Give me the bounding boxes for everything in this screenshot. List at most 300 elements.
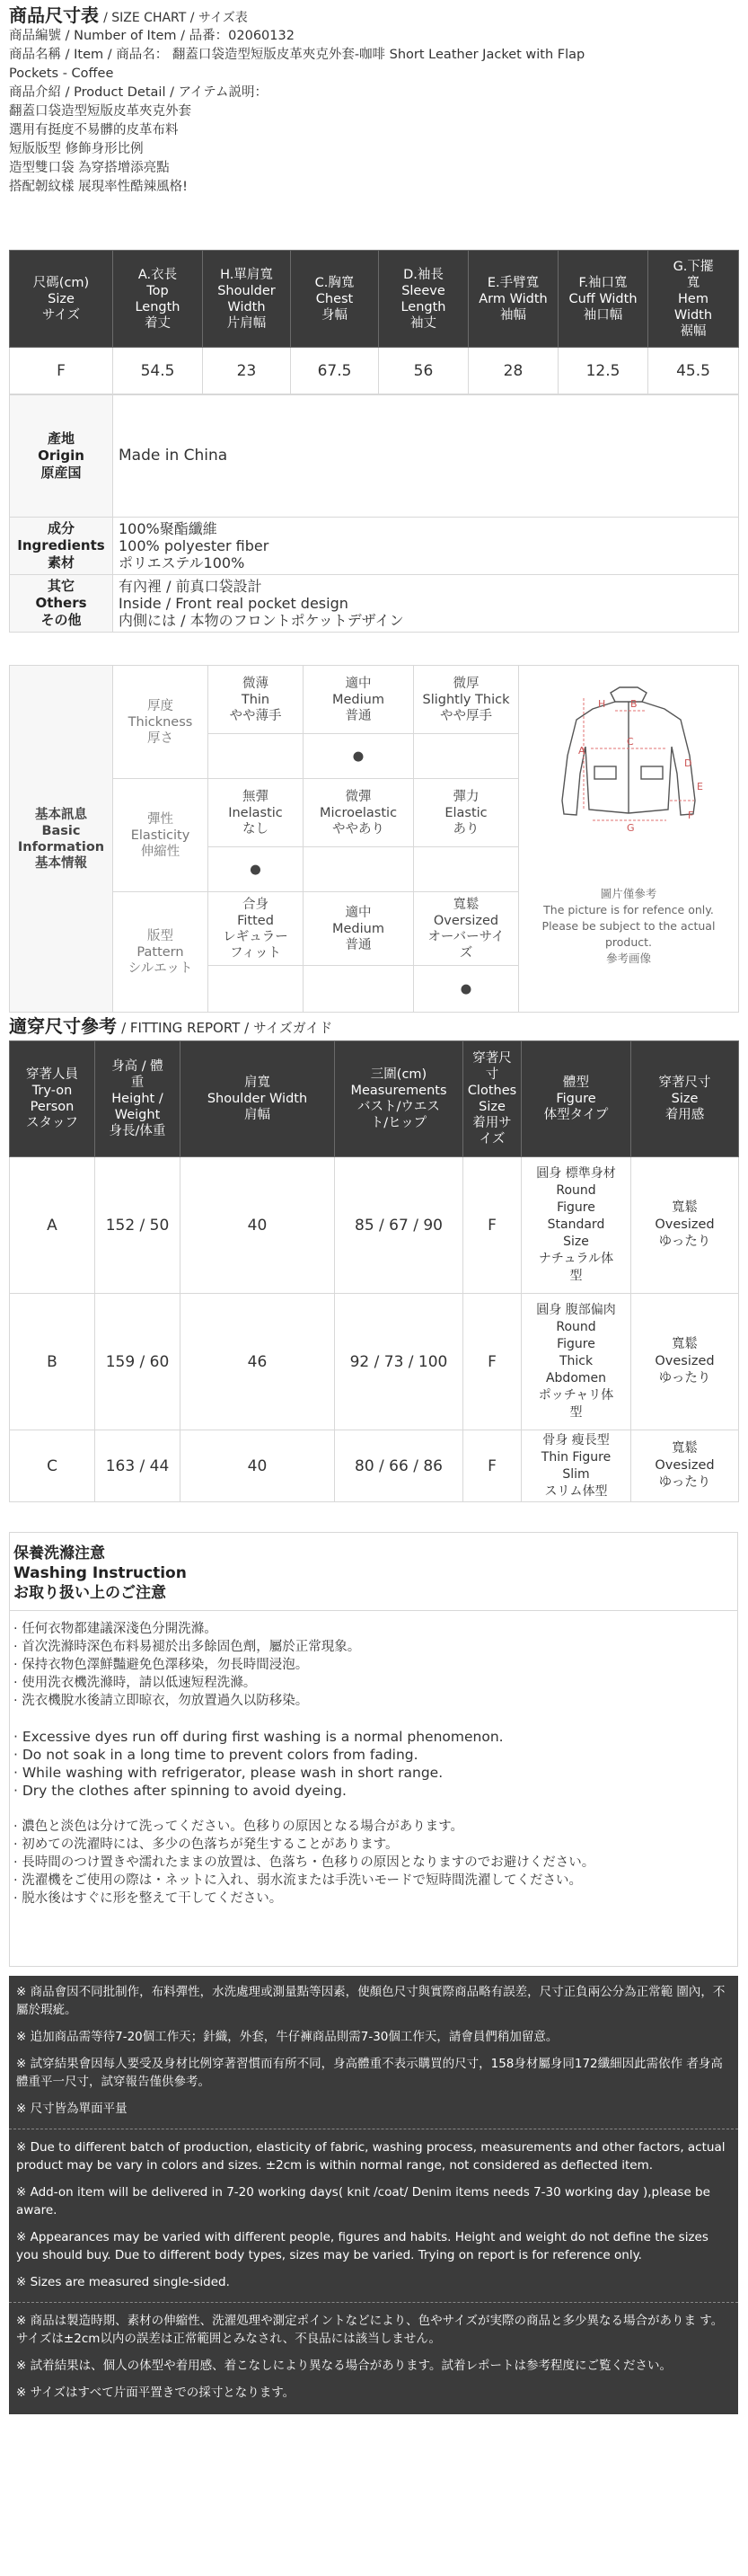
size-col-header-line: 身幅 [321,307,348,323]
fitting-col-header-line: ト/ヒップ [370,1116,427,1130]
size-col-header-line: サイズ [41,307,81,323]
size-cell: 12.5 [559,348,648,394]
fitting-col-header-line: Size [671,1092,699,1106]
others-label-line: Others [35,595,87,611]
note-item: ※ 試穿結果會因每人要受及身材比例穿著習慣而有所不同，身高體重不表示購買的尺寸，158身材屬身同172纖細因此需依作 者身高體重平一尺寸，試穿報告僅供參考。 [16,2057,723,2089]
ingredients-label-line: Ingredients [17,537,105,553]
origin-table [9,394,739,633]
size-cell: 45.5 [648,348,739,394]
fitting-row [10,1430,739,1502]
property-name [113,779,208,892]
note-item: ※ 追加商品需等待7-20個工作天；針織，外套，牛仔褲商品則需7-30個工作天，請會員們稍加留意。 [16,2030,559,2044]
figure-cell-line: ナチュラル体 [538,1252,614,1266]
selection-dot: ● [304,734,414,779]
fitting-col-header-line: Try-on [31,1084,73,1098]
fitting-col-header [95,1041,180,1157]
selection-dot [414,847,519,892]
fitting-col-header-line: 身高 / 體 [111,1059,163,1074]
property-name-line: Thickness [128,714,193,730]
selection-dot [208,966,304,1013]
origin-label-line: 產地 [47,430,75,447]
property-option-line: レギュラー [223,929,288,944]
ingredients-label-line: 素材 [47,554,75,571]
property-option [208,779,304,847]
shoulder-cell: 40 [180,1430,335,1502]
fit-cell-line: ゆったり [658,1235,711,1249]
figure-note-line: product. [604,935,653,949]
figure-letter: C [627,736,634,748]
measurements-cell: 80 / 66 / 86 [335,1430,463,1502]
product-info-line: 商品編號 / Number of Item / 品番：02060132 [9,29,295,43]
fitting-col-header [463,1041,522,1157]
washing-jp-line: · 長時間のつけ置きや濡れたままの放置は、色落ち・色移りの原因となりますのでお避けください。 [13,1855,595,1870]
note-item: ※ 商品は製造時期、素材の伸縮性、洗濯処理や測定ポイントなどにより、色やサイズが実際の商品と多少異なる場合がありま す。サイズは±2cm以内の誤差は正常範囲とみなされ、不良品には該当しません。 [16,2314,724,2346]
washing-jp-line: · 洗濯機をご使用の際は・ネットに入れ、弱水流または手洗いモードで短時間洗濯してください。 [13,1873,583,1888]
origin-label-line: 原産国 [40,465,82,481]
property-name-line: 版型 [147,928,173,943]
figure-cell-line: 圓身 標準身材 [536,1166,616,1181]
figure-cell-line: スリム体型 [544,1483,608,1499]
figure-cell-line: Size [563,1235,589,1249]
fit-cell-line: 寬鬆 [672,1337,698,1351]
product-info-line: 翻蓋口袋造型短版皮革夾克外套 [9,104,191,119]
measurements-cell: 92 / 73 / 100 [335,1294,463,1430]
property-option-line: 普通 [345,708,372,723]
figure-cell-line: Standard [547,1217,605,1232]
size-col-header-line: E.手臂寬 [487,275,540,290]
size-col-header-line: Width [673,307,713,323]
washing-heading [10,1533,737,1611]
fitting-col-header-line: 穿著人員 [26,1067,78,1082]
property-option-line: ズ [459,945,473,960]
figure-cell-line: 型 [569,1405,583,1420]
figure-cell [522,1157,631,1294]
notes-box [9,1976,738,2414]
figure-note [519,886,738,967]
fitting-table-block [9,1040,738,1502]
notes-en [9,2138,738,2291]
property-name-line: 彈性 [147,811,173,827]
property-name-line: 伸縮性 [140,844,180,859]
size-cell: 56 [379,348,469,394]
fitting-col-header-line: Shoulder Width [207,1092,308,1106]
size-cell: F [463,1157,522,1294]
size-table-row [10,348,739,394]
washing-zh-line: · 首次洗滌時深色布料易褪於出多餘固色劑，屬於正常現象。 [13,1640,361,1654]
size-col-header [379,251,469,348]
size-col-header-line: A.衣長 [137,267,178,282]
size-table [9,250,739,394]
size-cell: 28 [469,348,559,394]
selection-dot [304,847,414,892]
ingredients-value-line: 100%聚酯纖維 [119,520,217,537]
measurements-cell: 85 / 67 / 90 [335,1157,463,1294]
size-col-header-line: Hem [678,291,708,306]
size-col-header [648,251,739,348]
size-cell: 23 [203,348,291,394]
note-item: ※ Add-on item will be delivered in 7-20 working days( knit /coat/ Denim items needs 7-30 working day ),please be aware. [16,2185,710,2217]
jacket-diagram [521,666,736,881]
others-label-line: 其它 [47,578,75,594]
basic-info-label-line: 基本情報 [35,855,87,871]
property-option-line: オーバーサイ [427,929,505,944]
fitting-col-header-line: 寸 [485,1067,499,1082]
size-col-header [10,251,113,348]
fitting-col-header-line: 三圍(cm) [370,1067,427,1082]
fitting-col-header-line: 体型タイプ [543,1108,609,1122]
fitting-col-header-line: バスト/ウエス [357,1100,440,1114]
height-weight-cell: 163 / 44 [95,1430,180,1502]
size-col-header-line: F.袖口寬 [578,275,628,290]
fitting-col-header [335,1041,463,1157]
size-col-header [469,251,559,348]
person-cell: A [10,1157,95,1294]
washing-jp-line: · 初めての洗濯時には、多少の色落ちが発生することがあります。 [13,1837,399,1852]
note-item: ※ Appearances may be varied with different people, figures and habits. Height and weight do not define the sizes you should buy. Due to different body types, sizes may be varied. Trying on report is for reference only. [16,2230,708,2262]
property-name-line: 厚さ [147,730,173,746]
property-name-line: 厚度 [147,698,173,713]
fit-cell-line: ゆったり [658,1371,711,1385]
size-cell: 54.5 [113,348,203,394]
figure-letter: D [684,757,692,769]
property-option-line: Oversized [433,913,499,928]
figure-cell-line: 骨身 瘦長型 [542,1432,610,1447]
fitting-col-header-line: 重 [130,1076,145,1090]
figure-note-line: Please be subject to the actual [541,919,716,933]
figure-letter: B [630,698,638,710]
property-option-line: ややあり [332,821,384,837]
size-col-header-line: 着丈 [145,315,171,331]
selection-dot [208,734,304,779]
property-option [414,779,519,847]
size-chart-title: 商品尺寸表 [9,4,99,26]
washing-zh-line: · 任何衣物都建議深淺色分開洗滌。 [13,1622,217,1636]
fitting-title-block [9,1014,738,1039]
figure-letter: E [697,781,703,792]
figure-cell-line: Thick [559,1354,594,1368]
figure-note-line: 參考画像 [605,952,651,965]
figure-cell-line: Slim [562,1466,590,1482]
size-table-header [10,251,739,348]
basic-info-label-line: Information [17,839,105,854]
property-option-line: 微薄 [242,676,268,691]
property-option-line: あり [453,821,480,837]
figure-cell-line: Figure [557,1200,595,1215]
property-option-line: 普通 [345,937,372,952]
person-cell: B [10,1294,95,1430]
figure-cell-line: 型 [569,1269,583,1283]
property-option-line: 微厚 [453,676,480,691]
height-weight-cell: 159 / 60 [95,1294,180,1430]
size-col-header-line: G.下擺 [673,259,714,274]
fitting-col-header-line: Figure [556,1092,596,1106]
basic-info-label-line: 基本訊息 [35,807,87,822]
size-col-header-line: H.單肩寬 [220,267,273,282]
fit-cell [631,1294,739,1430]
size-col-header-line: 片肩幅 [226,315,267,331]
fitting-col-header [631,1041,739,1157]
figure-cell-line: Figure [557,1337,595,1351]
others-label-line: その他 [40,612,82,628]
property-option [208,892,304,966]
fitting-col-header-line: 着用サ [472,1116,512,1130]
washing-zh [13,1620,732,1710]
size-col-header [203,251,291,348]
fitting-title: 適穿尺寸參考 [9,1015,117,1037]
size-col-header [559,251,648,348]
property-name [113,892,208,1013]
figure-letter: F [688,810,694,821]
property-option-line: 無彈 [242,789,268,804]
property-option-line: Elastic [444,805,488,820]
note-item: ※ 商品會因不同批制作，布料彈性，水洗處理或測量點等因素，使顏色尺寸與實際商品略有誤差，尺寸正負兩公分為正常範 圍內，不屬於瑕疵。 [16,1985,726,2017]
property-option-line: なし [242,821,268,837]
size-col-header-line: 袖幅 [500,307,526,323]
size-col-header-line: 袖口幅 [583,307,623,323]
size-col-header-line: Chest [315,291,354,306]
size-chart-subtitle: / SIZE CHART / サイズ表 [103,11,248,25]
basic-info-label [10,666,113,1013]
others-row [10,575,739,633]
property-name-line: Pattern [136,944,184,960]
washing-heading-line: 保養洗滌注意 [13,1545,105,1562]
shoulder-cell: 40 [180,1157,335,1294]
others-value-line: Inside / Front real pocket design [119,595,348,612]
fitting-col-header-line: 體型 [563,1076,589,1090]
product-info-line: 造型雙口袋 為穿搭增添亮點 [9,161,170,175]
property-option [414,666,519,734]
washing-jp-line: · 濃色と淡色は分けて洗ってください。色移りの原因となる場合があります。 [13,1819,464,1834]
fitting-row [10,1294,739,1430]
header-block [9,4,738,197]
figure-cell-line: Thin Figure [541,1449,612,1465]
figure-cell [522,1430,631,1502]
fitting-col-header-line: Height / [111,1092,163,1106]
others-label [10,575,113,633]
figure-cell [522,1294,631,1430]
fitting-table [9,1040,739,1502]
washing-en-line: · While washing with refrigerator, please wash in short range. [13,1765,444,1781]
note-item: ※ 試着結果は、個人の体型や着用感、着こなしにより異なる場合があります。試着レポートは参考程度にご覧ください。 [16,2359,673,2373]
height-weight-cell: 152 / 50 [95,1157,180,1294]
size-col-header [291,251,379,348]
fitting-col-header-line: イズ [479,1132,506,1146]
fit-cell-line: Ovesized [655,1458,715,1473]
ingredients-value-line: ポリエステル100% [119,554,245,571]
note-item: ※ 尺寸皆為單面平量 [16,2102,128,2116]
property-option [414,892,519,966]
fit-cell [631,1430,739,1502]
figure-letter: H [598,698,606,710]
property-option-line: Fitted [237,913,274,928]
figure-cell-line: 圓身 腹部偏肉 [536,1303,616,1317]
washing-heading-line: Washing Instruction [13,1564,187,1582]
fit-cell [631,1157,739,1294]
washing-en-line: · Dry the clothes after spinning to avoid dyeing. [13,1783,347,1799]
figure-cell-line: ポッチャリ体 [538,1388,614,1403]
size-col-header-line: Arm Width [479,291,548,306]
size-col-header-line: C.胸寬 [314,275,355,290]
property-option [304,666,414,734]
size-col-header-line: Length [400,299,446,314]
fitting-col-header [180,1041,335,1157]
figure-cell-line: Round [556,1320,596,1334]
size-col-header-line: 袖丈 [410,315,436,331]
size-col-header-line: 裾幅 [680,323,707,339]
ingredients-label [10,518,113,575]
figure-note-line: The picture is for refence only. [543,903,714,916]
fitting-col-header-line: Size [479,1100,506,1114]
washing-box [9,1532,738,1967]
figure-cell-line: Round [556,1183,596,1198]
others-value-line: 有內裡 / 前真口袋設計 [119,578,262,595]
property-option-line: 合身 [242,897,268,912]
property-option [304,892,414,966]
size-col-header-line: D.袖長 [403,267,444,282]
fitting-col-header-line: 肩幅 [244,1108,270,1122]
fitting-col-header-line: 穿著尺 [472,1051,512,1066]
property-option-line: やや薄手 [229,708,282,723]
property-option-line: 適中 [345,676,372,691]
size-cell: F [10,348,113,394]
basic-info-row [10,666,739,734]
selection-dot [414,734,519,779]
product-info-line: Pockets - Coffee [9,66,114,81]
washing-body [10,1611,737,1915]
fitting-col-header-line: Weight [114,1108,161,1122]
product-info-line: 商品名稱 / Item / 商品名： 翻蓋口袋造型短版皮革夾克外套-咖啡 Short Leather Jacket with Flap [9,48,585,62]
product-info-line: 短版版型 修飾身形比例 [9,142,144,156]
size-col-header-line: Top [146,283,169,298]
property-name-line: シルエット [128,960,193,976]
property-option-line: 彈力 [453,789,480,804]
size-col-header-line: Shoulder [217,283,276,298]
basic-info-label-line: Basic [41,823,81,838]
property-option [304,779,414,847]
size-col-header-line: Width [227,299,266,314]
washing-zh-line: · 洗衣機脫水後請立即晾衣，勿放置過久以防移染。 [13,1694,309,1708]
selection-dot [304,966,414,1013]
fitting-col-header-line: Person [30,1100,75,1114]
washing-en-line: · Do not soak in a long time to prevent colors from fading. [13,1747,418,1763]
origin-label [10,395,113,518]
fitting-col-header-line: 肩寬 [244,1076,270,1090]
fitting-col-header [522,1041,631,1157]
property-name-line: Elasticity [130,828,190,843]
size-col-header [113,251,203,348]
property-name [113,666,208,779]
ingredients-label-line: 成分 [47,520,75,536]
fitting-col-header-line: 身長/体重 [109,1124,166,1138]
ingredients-row [10,518,739,575]
fitting-col-header-line: Measurements [350,1084,447,1098]
selection-dot: ● [414,966,519,1013]
fit-cell-line: Ovesized [655,1217,715,1232]
size-col-header-line: Size [48,291,75,306]
washing-jp [13,1818,732,1908]
fit-cell-line: 寬鬆 [672,1200,698,1215]
fitting-header [10,1041,739,1157]
size-table-block [9,250,738,633]
washing-en-line: · Excessive dyes run off during first washing is a normal phenomenon. [13,1729,504,1745]
fitting-col-header-line: 着用感 [664,1108,705,1122]
basic-info-table [9,665,739,1013]
property-option-line: Inelastic [228,805,283,820]
ingredients-value [113,518,739,575]
others-value [113,575,739,633]
property-option-line: Slightly Thick [422,692,510,707]
fitting-col-header-line: Clothes [467,1084,517,1098]
property-option-line: Thin [241,692,270,707]
size-col-header-line: 尺碼(cm) [32,275,90,290]
fit-cell-line: Ovesized [655,1354,715,1368]
jacket-figure [519,666,739,1013]
figure-letter: A [578,745,585,757]
notes-zh [9,1976,738,2118]
fitting-subtitle: / FITTING REPORT / サイズガイド [121,1020,333,1036]
shoulder-cell: 46 [180,1294,335,1430]
property-option-line: Medium [332,692,384,707]
washing-heading-line: お取り扱い上のご注意 [13,1584,166,1602]
size-col-header-line: Cuff Width [568,291,638,306]
origin-value: Made in China [113,395,739,518]
property-option-line: Medium [332,921,384,936]
ingredients-value-line: 100% polyester fiber [119,537,269,554]
note-item: ※ サイズはすべて片面平置きでの採寸となります。 [16,2386,295,2400]
fitting-row [10,1157,739,1294]
property-option-line: 適中 [345,905,372,920]
property-option-line: 微彈 [345,789,372,804]
figure-note-line: 圖片僅參考 [600,887,657,900]
origin-row [10,395,739,518]
origin-label-line: Origin [38,447,84,464]
property-option-line: Microelastic [319,805,398,820]
size-cell: F [463,1294,522,1430]
washing-en [13,1728,732,1800]
size-cell: 67.5 [291,348,379,394]
product-info-line: 商品介紹 / Product Detail / アイテム説明： [9,85,268,100]
product-info-line: 搭配韌紋樣 展現率性酷辣風格! [9,180,188,194]
fit-cell-line: 寬鬆 [672,1441,698,1456]
selection-dot: ● [208,847,304,892]
product-info [9,27,738,197]
property-option-line: フィット [230,945,281,960]
figure-cell-line: Abdomen [545,1371,607,1385]
property-option [208,666,304,734]
fit-cell-line: ゆったり [658,1475,711,1490]
fitting-col-header-line: 穿著尺寸 [658,1076,711,1090]
property-option-line: やや厚手 [440,708,492,723]
notes-jp [9,2312,738,2402]
size-col-header-line: 寬 [686,275,700,290]
fitting-col-header [10,1041,95,1157]
property-option-line: 寬鬆 [453,897,480,912]
washing-jp-line: · 脱水後はすぐに形を整えて干してください。 [13,1891,283,1906]
note-item: ※ Sizes are measured single-sided. [16,2275,230,2289]
note-item: ※ Due to different batch of production, elasticity of fabric, washing process, measurements and other factors, actual product may be vary in colors and sizes. ±2cm is within normal range, not considered as deflected item. [16,2140,726,2173]
product-info-line: 選用有挺度不易髒的皮革布料 [9,123,179,137]
basic-info-block [9,665,738,1013]
figure-letter: G [627,822,635,834]
washing-zh-line: · 使用洗衣機洗滌時，請以低速短程洗滌。 [13,1676,257,1690]
washing-zh-line: · 保持衣物色澤鮮豔避免色澤移染，勿長時間浸泡。 [13,1658,309,1672]
size-col-header-line: Sleeve [401,283,445,298]
person-cell: C [10,1430,95,1502]
size-cell: F [463,1430,522,1502]
fitting-col-header-line: スタッフ [26,1116,78,1130]
others-value-line: 内側には / 本物のフロントポケットデザイン [119,612,404,629]
size-col-header-line: Length [135,299,180,314]
